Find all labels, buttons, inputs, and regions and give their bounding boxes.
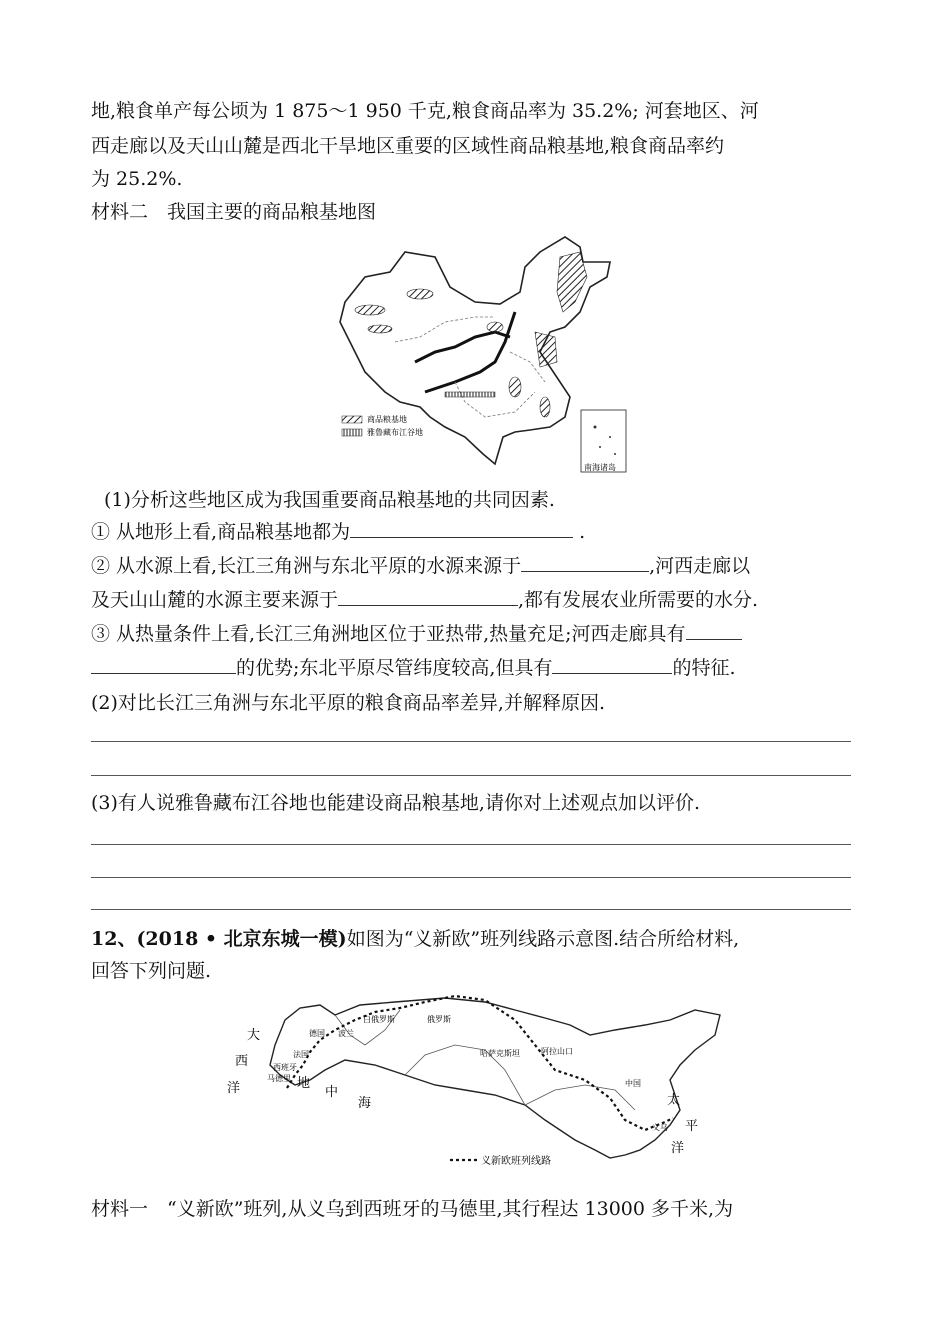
answer-blank-terrain[interactable] <box>350 519 573 538</box>
label-yang: 洋 <box>227 1081 241 1096</box>
q1-item1 <box>91 519 585 545</box>
q1-item2 <box>91 553 750 579</box>
label-china: 中国 <box>625 1079 641 1088</box>
q1-item1-text: ① 从地形上看,商品粮基地都为 <box>91 521 351 543</box>
q1-item3-text: ③ 从热量条件上看,长江三角洲地区位于亚热带,热量充足;河西走廊具有 <box>91 623 686 645</box>
q12-line-2: 回答下列问题. <box>91 960 212 982</box>
grain-base-map <box>325 232 630 477</box>
label-spain: 西班牙 <box>273 1063 297 1072</box>
answer-blank-heat-hexi-a[interactable] <box>686 621 742 640</box>
label-hai: 海 <box>358 1096 372 1111</box>
answer-blank-water-west[interactable] <box>338 587 518 606</box>
label-tai: 太 <box>667 1093 681 1108</box>
label-ping: 平 <box>685 1119 699 1134</box>
q2-prompt: (2)对比长江三角洲与东北平原的粮食商品率差异,并解释原因. <box>91 692 605 714</box>
answer-blank-heat-northeast[interactable] <box>552 655 672 674</box>
material1-line: 材料一 “义新欧”班列,从义乌到西班牙的马德里,其行程达 13000 多千米,为 <box>91 1198 734 1220</box>
q1-item2c-text: 及天山山麓的水源主要来源于 <box>91 589 339 611</box>
label-di: 地 <box>297 1076 311 1091</box>
label-germany: 德国 <box>309 1029 325 1038</box>
label-russia: 俄罗斯 <box>427 1015 451 1024</box>
answer-line[interactable] <box>91 844 851 845</box>
label-yiwu: 义乌 <box>652 1123 668 1132</box>
q12-text: 如图为“义新欧”班列线路示意图.结合所给材料, <box>346 928 740 950</box>
intro-line-1: 地,粮食单产每公顷为 1 875～1 950 千克,粮食商品率为 35.2%; 河套地区、河 <box>91 100 759 122</box>
q1-item1-end: . <box>573 521 586 543</box>
legend-valley-label: 雅鲁藏布江谷地 <box>367 428 423 437</box>
q3-prompt: (3)有人说雅鲁藏布江谷地也能建设商品粮基地,请你对上述观点加以评价. <box>91 792 700 814</box>
q1-item2-cont <box>91 587 758 613</box>
material2-title: 材料二 我国主要的商品粮基地图 <box>91 201 377 223</box>
q1-item3 <box>91 621 742 647</box>
answer-line[interactable] <box>91 775 851 776</box>
q1-item2c-end: ,都有发展农业所需要的水分. <box>518 589 759 611</box>
answer-line[interactable] <box>91 877 851 878</box>
legend-base-label: 商品粮基地 <box>367 415 407 424</box>
label-poland: 波兰 <box>338 1029 354 1038</box>
answer-line[interactable] <box>91 741 851 742</box>
q12-number: 12、(2018 • 北京东城一模) <box>91 928 347 950</box>
inset-label: 南海诸岛 <box>584 463 616 472</box>
answer-blank-heat-hexi-b[interactable] <box>91 655 236 674</box>
answer-line[interactable] <box>91 909 851 910</box>
q1-item3c-text: 的优势;东北平原尽管纬度较高,但具有 <box>236 657 553 679</box>
label-madrid: 马德里 <box>267 1074 291 1083</box>
yixinou-route-map <box>225 990 725 1185</box>
label-zhong: 中 <box>325 1085 339 1100</box>
label-alashankou: 阿拉山口 <box>541 1047 573 1056</box>
q1-prompt: (1)分析这些地区成为我国重要商品粮基地的共同因素. <box>104 489 555 511</box>
eurasia-outline <box>270 998 720 1158</box>
label-yang2: 洋 <box>671 1141 685 1156</box>
q1-item2-text: ② 从水源上看,长江三角洲与东北平原的水源来源于 <box>91 555 522 577</box>
route-legend-label: 义新欧班列线路 <box>481 1156 551 1167</box>
q1-item3c-end: 的特征. <box>672 657 736 679</box>
q12-line-1 <box>91 926 739 952</box>
label-xi: 西 <box>235 1054 249 1069</box>
label-belarus: 白俄罗斯 <box>363 1015 395 1024</box>
label-france: 法国 <box>293 1050 309 1059</box>
q1-item3-cont <box>91 655 736 681</box>
intro-line-2: 西走廊以及天山山麓是西北干旱地区重要的区域性商品粮基地,粮食商品率约 <box>91 135 725 157</box>
q1-item2-end: ,河西走廊以 <box>649 555 751 577</box>
answer-blank-water-east[interactable] <box>521 553 649 572</box>
rail-route-line <box>287 996 673 1130</box>
label-kazakhstan: 哈萨克斯坦 <box>480 1049 520 1058</box>
intro-line-3: 为 25.2%. <box>91 168 183 190</box>
label-da: 大 <box>247 1028 261 1043</box>
